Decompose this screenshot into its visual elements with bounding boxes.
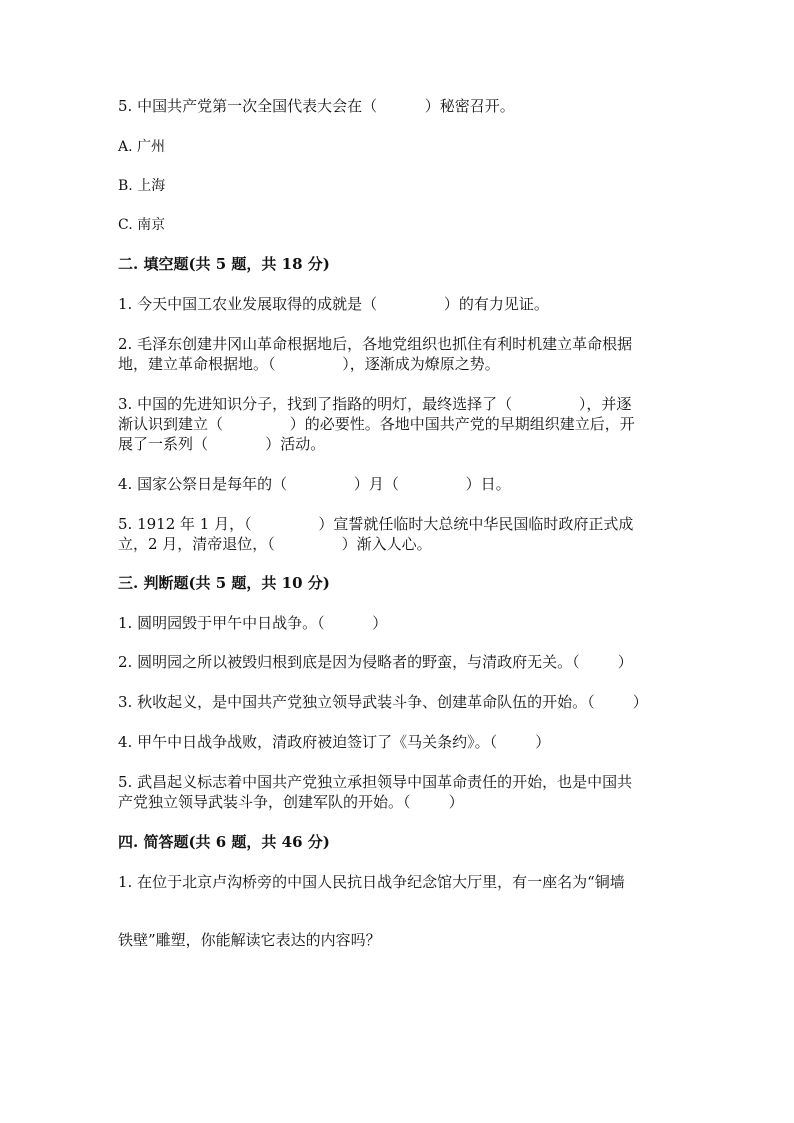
judge-q5-line1: 5. 武昌起义标志着中国共产党独立承担领导中国革命责任的开始，也是中国共 xyxy=(118,773,633,791)
judge-q5-line2: 产党独立领导武装斗争，创建军队的开始。（ ） xyxy=(118,793,464,811)
section-judge-heading: 三. 判断题(共 5 题，共 10 分) xyxy=(118,574,330,592)
fill-q3-line2: 渐认识到建立（ ）的必要性。各地中国共产党的早期组织建立后，开 xyxy=(118,415,635,433)
q5-option-a: A. 广州 xyxy=(118,139,166,155)
judge-q4: 4. 甲午中日战争战败，清政府被迫签订了《马关条约》。（ ） xyxy=(118,733,551,751)
fill-q1: 1. 今天中国工农业发展取得的成就是（ ）的有力见证。 xyxy=(118,295,549,313)
fill-q2-line1: 2. 毛泽东创建井冈山革命根据地后，各地党组织也抓住有利时机建立革命根据 xyxy=(118,335,633,353)
section-fill-heading: 二. 填空题(共 5 题，共 18 分) xyxy=(118,255,330,273)
q5-option-b: B. 上海 xyxy=(118,178,166,194)
section-short-heading: 四. 简答题(共 6 题，共 46 分) xyxy=(118,833,330,851)
judge-q3: 3. 秋收起义，是中国共产党独立领导武装斗争、创建革命队伍的开始。（ ） xyxy=(118,693,648,711)
fill-q4: 4. 国家公祭日是每年的（ ）月（ ）日。 xyxy=(118,475,511,493)
fill-q3-line1: 3. 中国的先进知识分子，找到了指路的明灯，最终选择了（ ），并逐 xyxy=(118,395,632,413)
short-q1-line2: 铁壁”雕塑，你能解读它表达的内容吗？ xyxy=(118,931,381,949)
q5-stem: 5. 中国共产党第一次全国代表大会在（ ）秘密召开。 xyxy=(118,97,515,115)
fill-q5-line1: 5. 1912 年 1 月，（ ）宣誓就任临时大总统中华民国临时政府正式成 xyxy=(118,515,634,533)
fill-q2-line2: 地，建立革命根据地。（ ），逐渐成为燎原之势。 xyxy=(118,355,500,373)
fill-q5-line2: 立，2 月，清帝退位，（ ）渐入人心。 xyxy=(118,535,432,553)
q5-option-c: C. 南京 xyxy=(118,217,166,233)
fill-q3-line3: 展了一系列（ ）活动。 xyxy=(118,435,326,453)
judge-q1: 1. 圆明园毁于甲午中日战争。（ ） xyxy=(118,614,388,632)
judge-q2: 2. 圆明园之所以被毁归根到底是因为侵略者的野蛮，与清政府无关。（ ） xyxy=(118,653,633,671)
short-q1-line1: 1. 在位于北京卢沟桥旁的中国人民抗日战争纪念馆大厅里，有一座名为“铜墙 xyxy=(118,873,625,891)
